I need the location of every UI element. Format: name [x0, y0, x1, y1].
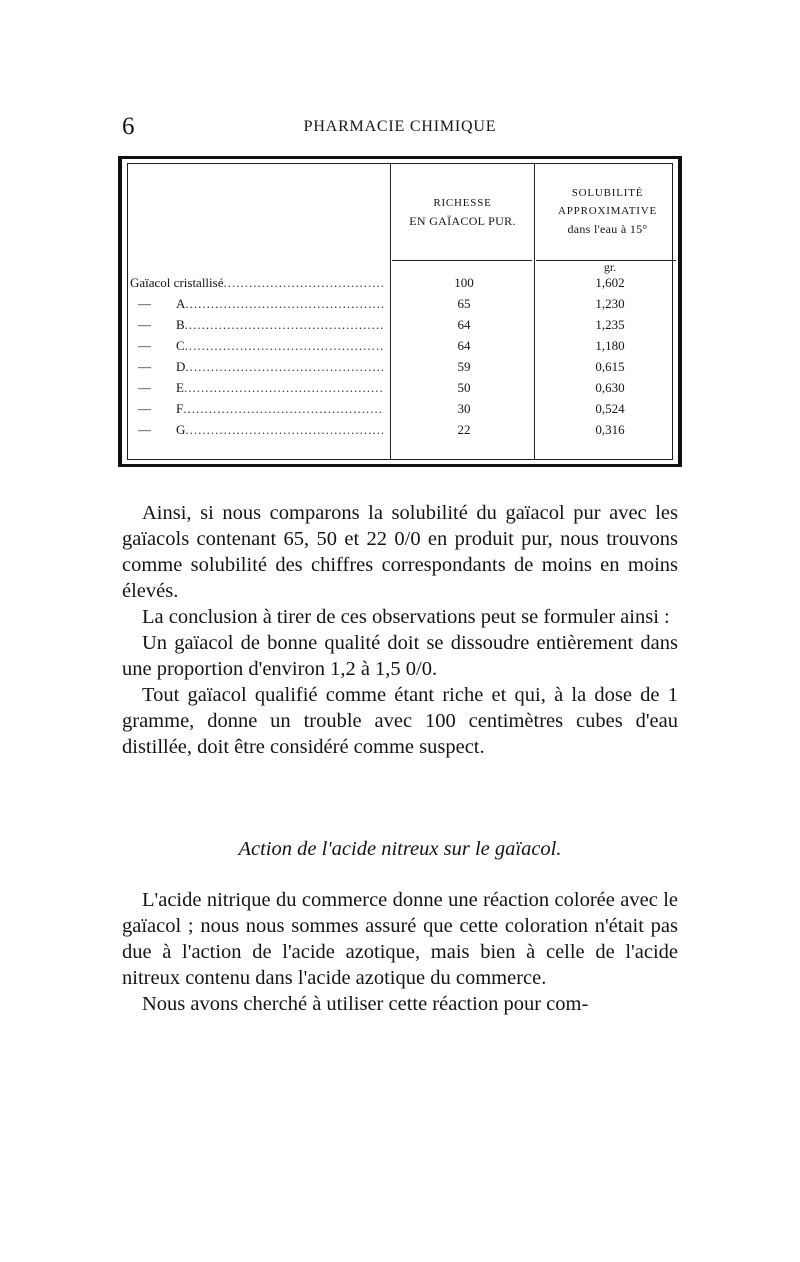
richesse-value: 59: [457, 359, 471, 374]
ditto-dash: —: [138, 401, 151, 416]
table-row: [128, 272, 672, 293]
solubilite-value: 1,235: [595, 317, 625, 332]
richesse-value: 64: [457, 317, 471, 332]
table-row: [128, 314, 672, 335]
header-richesse-line1: RICHESSE: [433, 197, 492, 209]
row-name: B: [176, 317, 185, 332]
header-separator: [392, 260, 532, 261]
header-solubilite-line3: dans l'eau à 15°: [567, 222, 648, 236]
solubilite-value: 1,602: [595, 275, 625, 290]
paragraph: La conclusion à tirer de ces observations peut se formuler ainsi :: [142, 606, 670, 628]
solubilite-value: 1,230: [595, 296, 625, 311]
row-name: E: [176, 380, 184, 395]
row-name: C: [176, 338, 185, 353]
row-label: [130, 419, 384, 440]
row-name: D: [176, 359, 186, 374]
richesse-value: 22: [457, 422, 471, 437]
ditto-dash: —: [138, 296, 151, 311]
running-title: PHARMACIE CHIMIQUE: [303, 118, 497, 135]
table-row: [128, 356, 672, 377]
table-row: [128, 335, 672, 356]
row-name: G: [176, 422, 186, 437]
row-name: F: [176, 401, 184, 416]
table-rows: [128, 272, 672, 440]
ditto-dash: —: [138, 380, 151, 395]
richesse-value: 30: [457, 401, 471, 416]
row-label: [130, 377, 384, 398]
paragraph: Nous avons cherché à utiliser cette réaction pour com-: [142, 993, 589, 1015]
ditto-dash: —: [138, 317, 151, 332]
body-text-block-1: [122, 500, 678, 760]
richesse-value: 100: [454, 275, 474, 290]
solubilite-value: 0,615: [595, 359, 625, 374]
page-number: 6: [122, 113, 135, 140]
row-label: [130, 314, 384, 335]
solubilite-value: 0,316: [595, 422, 625, 437]
richesse-value: 64: [457, 338, 471, 353]
ditto-dash: —: [138, 359, 151, 374]
body-text-block-2: [122, 887, 678, 1017]
row-name: A: [176, 296, 186, 311]
row-label: [130, 398, 384, 419]
row-label: [130, 335, 384, 356]
richesse-value: 65: [457, 296, 471, 311]
row-label: [130, 356, 384, 377]
column-header-solubilite: [535, 184, 680, 238]
header-solubilite-line1: SOLUBILITÉ: [571, 187, 644, 199]
paragraph: Un gaïacol de bonne qualité doit se dissoudre entièrement dans une proportion d'environ 1,2 à 1,5 0/0.: [122, 632, 678, 680]
solubilite-value: 0,630: [595, 380, 625, 395]
table-row: [128, 377, 672, 398]
ditto-dash: —: [138, 422, 151, 437]
table-row: [128, 419, 672, 440]
row-label: [130, 272, 384, 293]
header-solubilite-line2: APPROXIMATIVE: [557, 205, 658, 217]
column-header-richesse: [391, 194, 534, 230]
solubilite-value: 0,524: [595, 401, 625, 416]
paragraph: Tout gaïacol qualifié comme étant riche et qui, à la dose de 1 gramme, donne un trouble avec 100 centimètres cubes d'eau distillée, doit être considéré comme suspect.: [122, 684, 678, 758]
ditto-dash: —: [138, 338, 151, 353]
page-header: [122, 112, 678, 142]
table-inner-frame: [127, 163, 673, 460]
unit-label: gr.: [603, 260, 617, 274]
richesse-value: 50: [457, 380, 471, 395]
table-row: [128, 398, 672, 419]
row-label: [130, 293, 384, 314]
paragraph: L'acide nitrique du commerce donne une réaction colorée avec le gaïacol ; nous nous sommes assuré que cette coloration n'était pas due à l'action de l'acide azotique, mais bien à celle de l'acide nitreux contenu dans l'acide azotique du commerce.: [122, 889, 678, 989]
solubilite-value: 1,180: [595, 338, 625, 353]
paragraph: Ainsi, si nous comparons la solubilité du gaïacol pur avec les gaïacols contenant 65, 50 et 22 0/0 en produit pur, nous trouvons comme solubilité des chiffres correspondants de moins en moins élevés.: [122, 502, 678, 602]
header-richesse-line2: EN GAÏACOL PUR.: [409, 214, 516, 228]
solubility-table: [118, 156, 682, 467]
row-name: Gaïacol cristallisé: [130, 275, 224, 290]
table-row: [128, 293, 672, 314]
section-title: Action de l'acide nitreux sur le gaïacol.: [238, 838, 562, 860]
